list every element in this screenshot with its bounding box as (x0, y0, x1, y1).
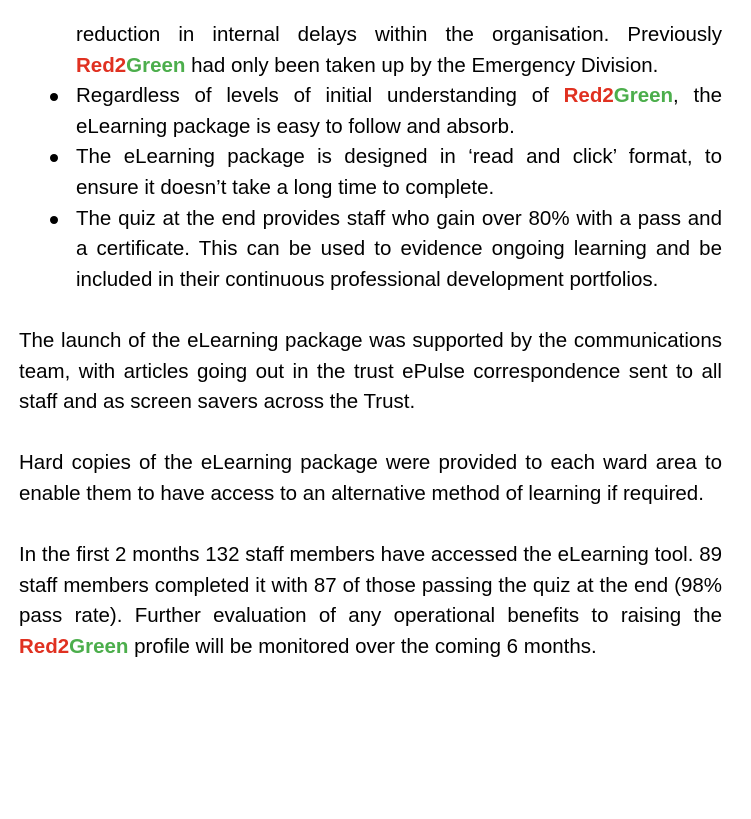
brand-name: Red2Green (76, 53, 186, 77)
intro-paragraph (76, 20, 722, 81)
bullet-item: Regardless of levels of initial understanding of Red2Green, the eLearning package is easy to follow and absorb. (76, 81, 722, 142)
results-paragraph: In the first 2 months 132 staff members have accessed the eLearning tool. 89 staff members completed it with 87 of those passing the quiz at the end (98% pass rate). Further evaluation of any operational benefits to raising the Red2Green profile will be monitored over the coming 6 months. (19, 543, 722, 658)
intro-text-continued: had only been taken up by the Emergency Division. (185, 53, 659, 77)
brand-name: Red2Green (19, 634, 129, 658)
bullet-item: The quiz at the end provides staff who gain over 80% with a pass and a certificate. This can be used to evidence ongoing learning and be included in their continuous professional development portfolios. (76, 204, 722, 296)
intro-text: reduction in internal delays within the organisation. Previously (76, 23, 722, 46)
hard-copies-paragraph: Hard copies of the eLearning package were provided to each ward area to enable them to have access to an alternative method of learning if required. (19, 451, 722, 505)
launch-paragraph: The launch of the eLearning package was supported by the communications team, with articles going out in the trust ePulse correspondence sent to all staff and as screen savers across the Trust. (19, 328, 722, 414)
brand-name: Red2Green (563, 84, 674, 108)
document-body (19, 20, 722, 662)
bullet-list (19, 81, 722, 295)
bullet-item: The eLearning package is designed in ‘read and click’ format, to ensure it doesn’t take a long time to complete. (76, 142, 722, 203)
